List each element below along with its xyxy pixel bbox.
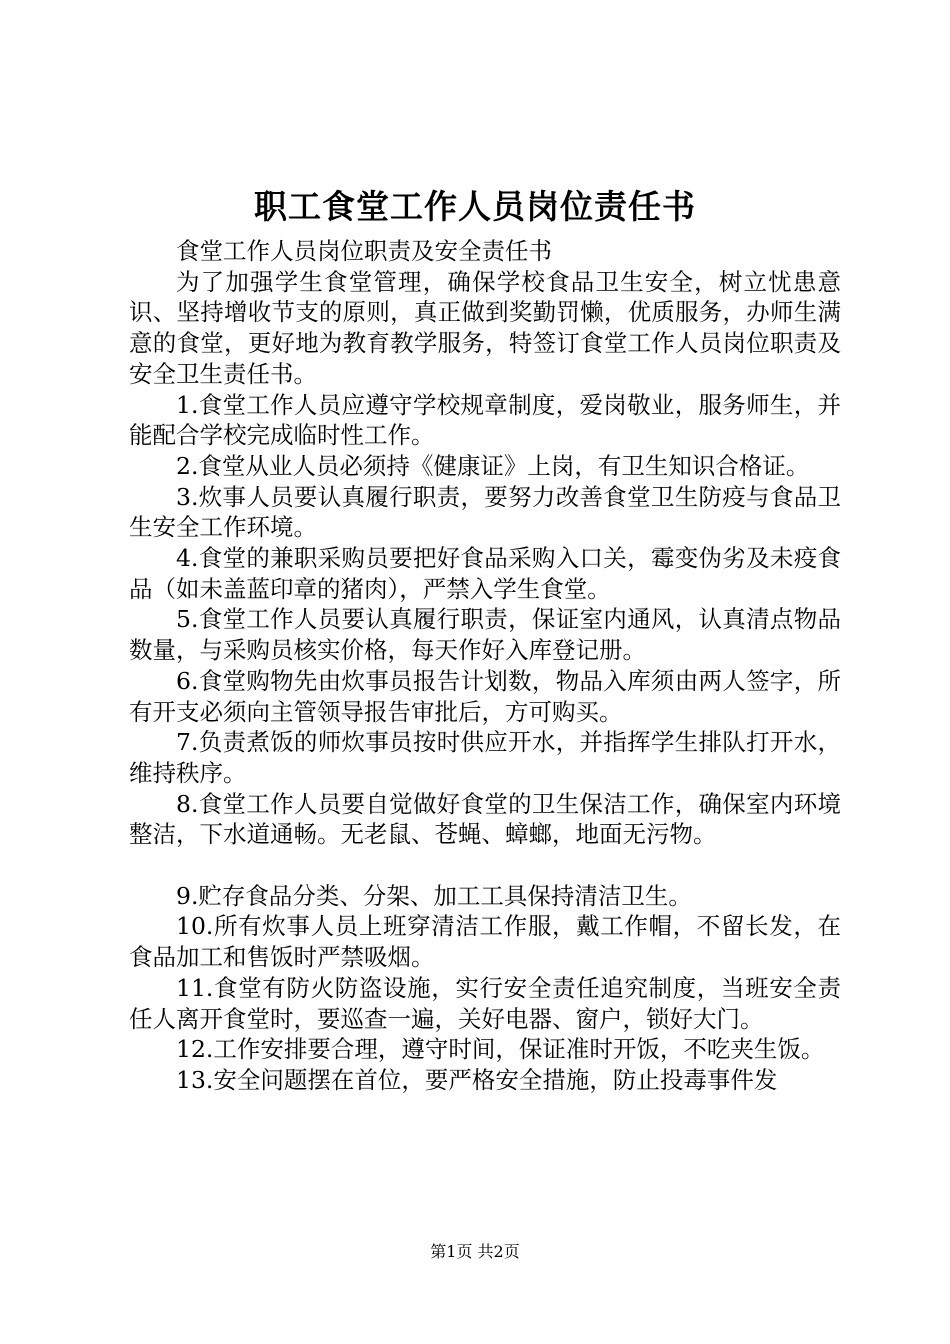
clause-paragraph: 8.食堂工作人员要自觉做好食堂的卫生保洁工作，确保室内环境整洁，下水道通畅。无老鼠、苍蝇、蟑螂，地面无污物。 bbox=[129, 789, 841, 849]
intro-paragraph: 为了加强学生食堂管理，确保学校食品卫生安全，树立忧患意识、坚持增收节支的原则，真正做到奖勤罚懒，优质服务，办师生满意的食堂，更好地为教育教学服务，特签订食堂工作人员岗位职责及安全卫生责任书。 bbox=[129, 267, 841, 388]
clause-paragraph: 4.食堂的兼职采购员要把好食品采购入口关，霉变伪劣及未疫食品（如未盖蓝印章的猪肉），严禁入学生食堂。 bbox=[129, 544, 841, 603]
clause-paragraph: 10.所有炊事人员上班穿清洁工作服，戴工作帽，不留长发，在食品加工和售饭时严禁吸烟。 bbox=[129, 912, 841, 972]
subtitle-paragraph: 食堂工作人员岗位职责及安全责任书 bbox=[176, 237, 552, 265]
document-title: 职工食堂工作人员岗位责任书 bbox=[254, 187, 696, 226]
clause-paragraph: 5.食堂工作人员要认真履行职责，保证室内通风，认真清点物品数量，与采购员核实价格，每天作好入库登记册。 bbox=[129, 605, 841, 665]
clause-paragraph: 12.工作安排要合理，遵守时间，保证准时开饭，不吃夹生饭。 bbox=[176, 1035, 825, 1064]
document-body bbox=[129, 236, 841, 1096]
clause-paragraph: 6.食堂购物先由炊事员报告计划数，物品入库须由两人签字，所有开支必须向主管领导报告审批后，方可购买。 bbox=[129, 666, 841, 726]
clause-paragraph: 1.食堂工作人员应遵守学校规章制度，爱岗敬业，服务师生，并能配合学校完成临时性工作。 bbox=[129, 390, 841, 450]
clause-paragraph: 11.食堂有防火防盗设施，实行安全责任追究制度，当班安全责任人离开食堂时，要巡查一遍，关好电器、窗户，锁好大门。 bbox=[129, 973, 841, 1033]
clause-paragraph: 3.炊事人员要认真履行职责，要努力改善食堂卫生防疫与食品卫生安全工作环境。 bbox=[129, 482, 841, 542]
clause-paragraph: 9.贮存食品分类、分架、加工工具保持清洁卫生。 bbox=[176, 881, 692, 910]
page-footer: 第1页 共2页 bbox=[430, 1242, 520, 1261]
clause-paragraph: 2.食堂从业人员必须持《健康证》上岗，有卫生知识合格证。 bbox=[176, 451, 810, 480]
clause-paragraph: 7.负责煮饭的师炊事员按时供应开水，并指挥学生排队打开水，维持秩序。 bbox=[129, 728, 841, 787]
clause-paragraph: 13.安全问题摆在首位，要严格安全措施，防止投毒事件发 bbox=[176, 1065, 778, 1094]
